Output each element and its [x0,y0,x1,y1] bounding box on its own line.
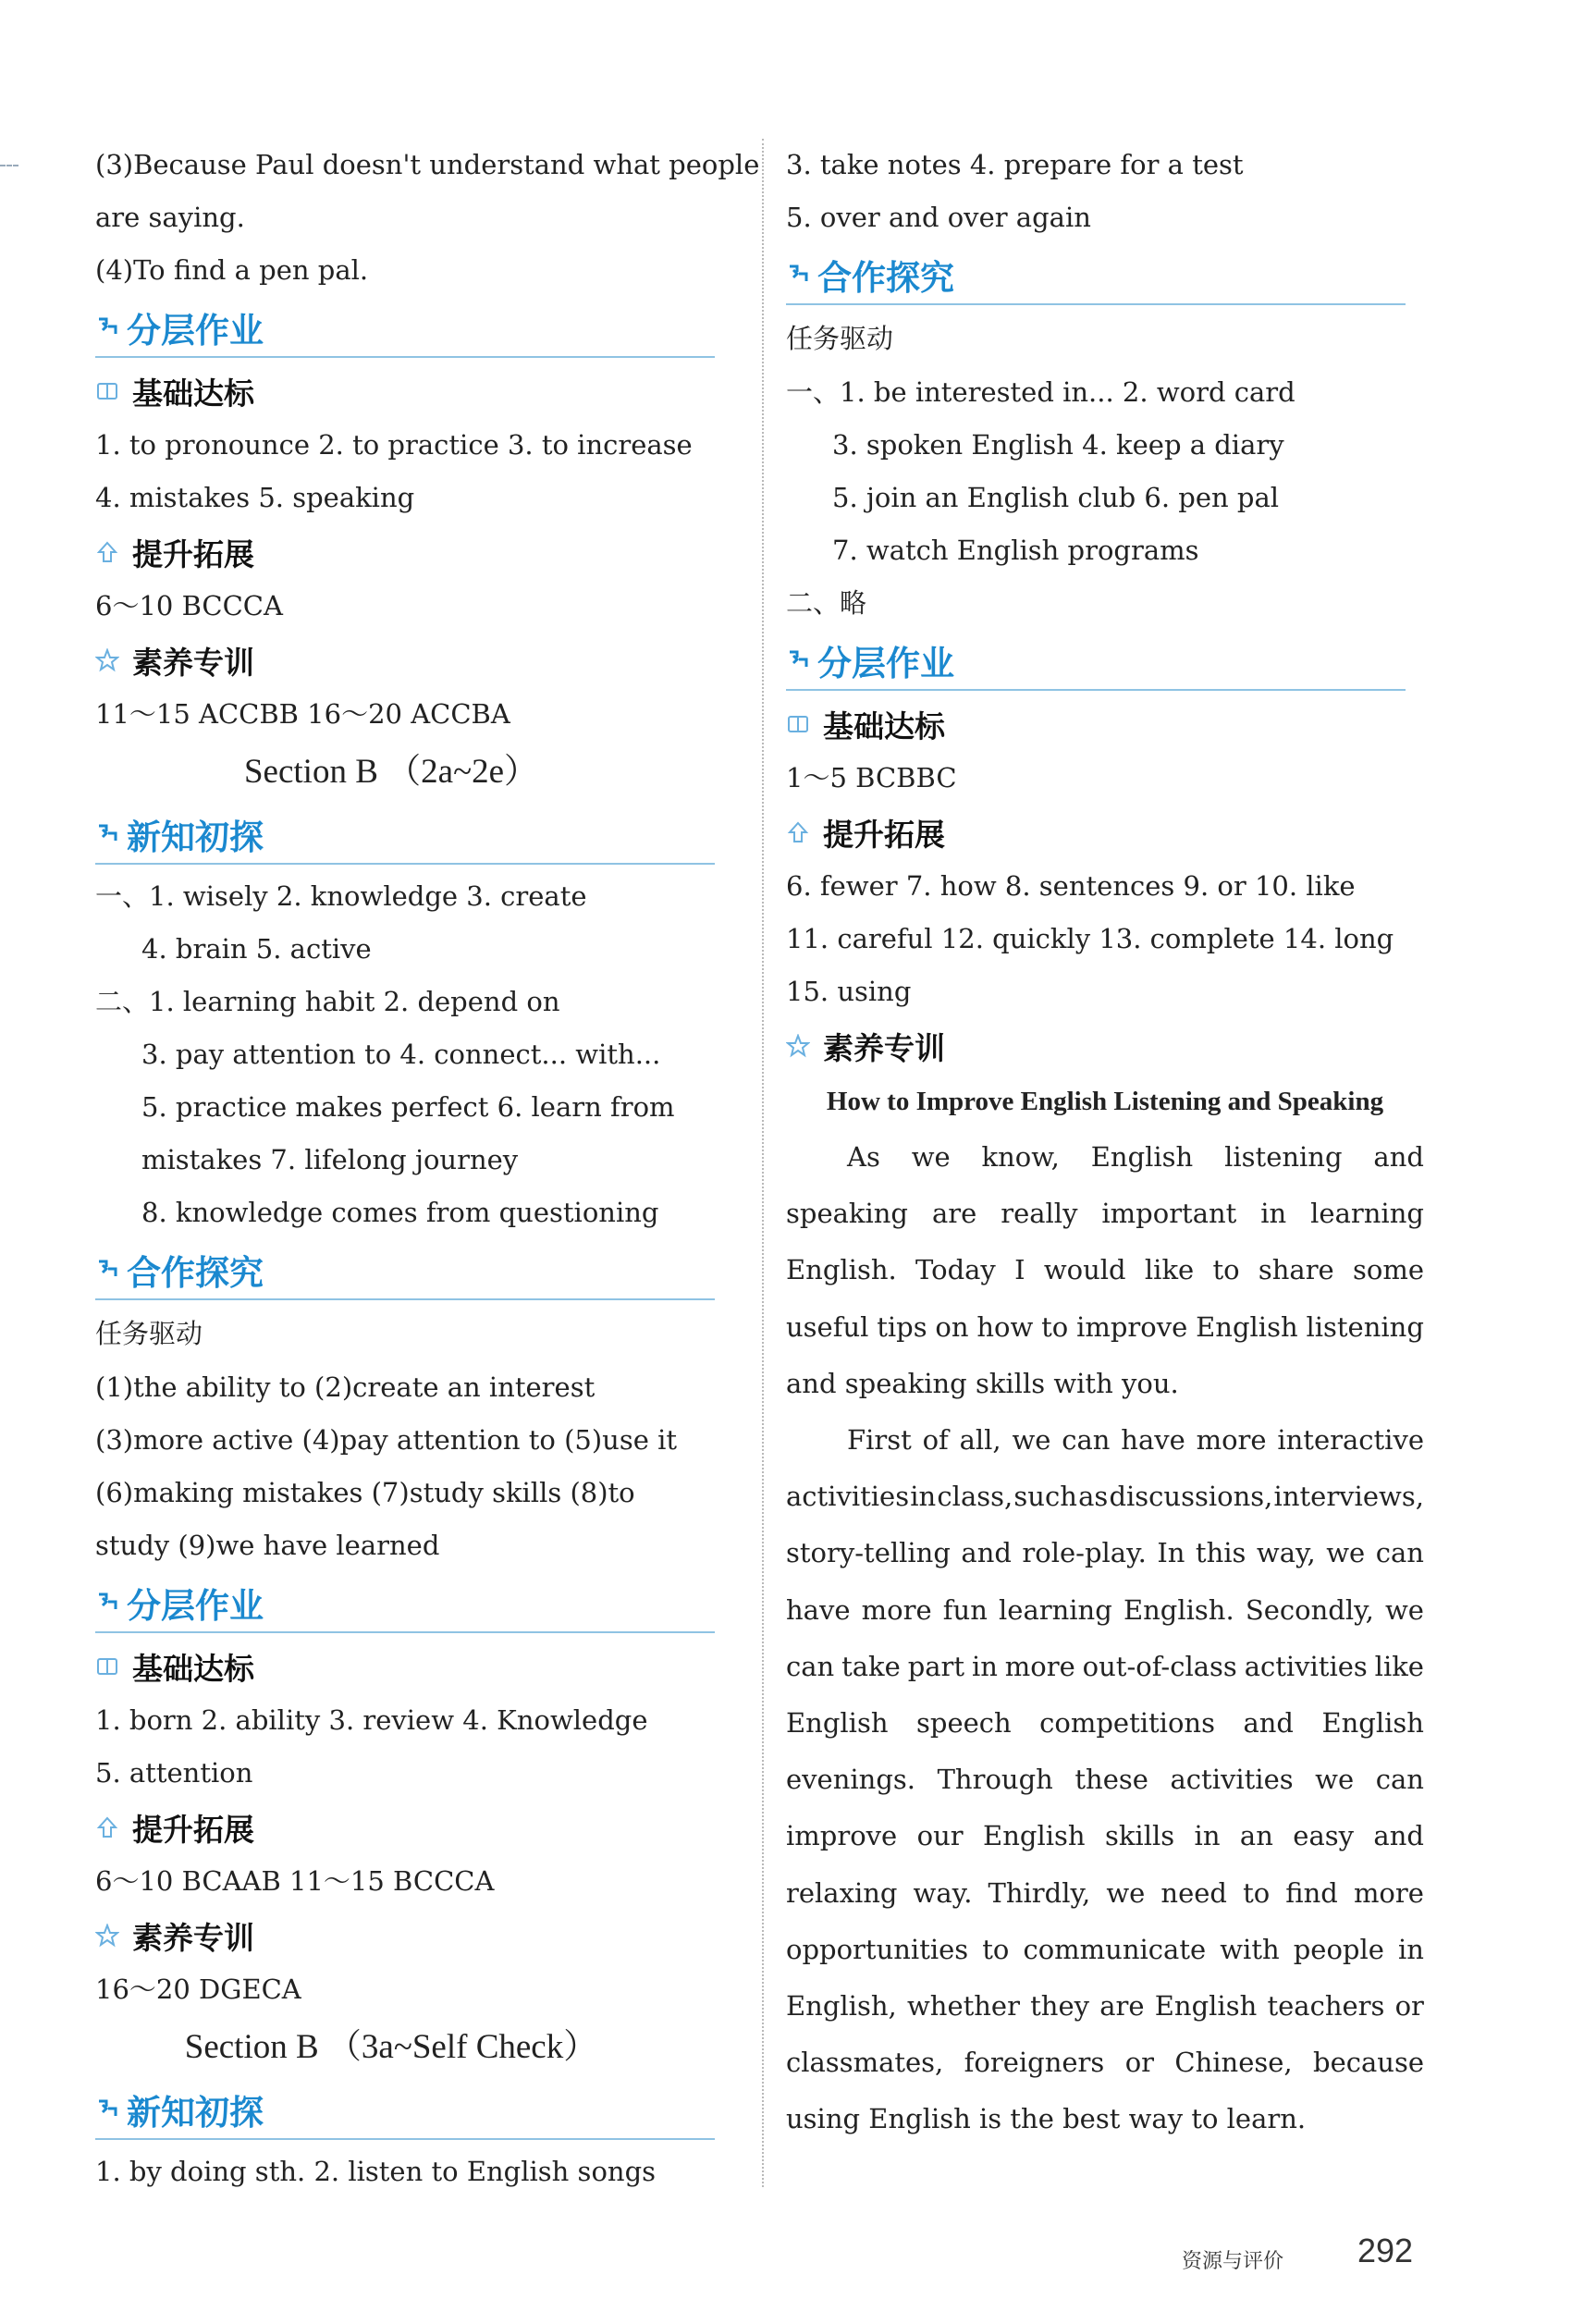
answer-line: (6)making mistakes (7)study skills (8)to [95,1477,635,1508]
up-arrow-icon [95,1815,119,1839]
task-label: 任务驱动 [95,1318,203,1349]
essay-line: can take part in more out-of-class activities like [786,1650,1424,1682]
arrow-tag-icon [95,315,119,339]
answer-line: 4. brain 5. active [141,933,372,965]
essay-line: First of all, we can have more interactive [847,1424,1424,1457]
subhead-basic: 基础达标 [95,363,743,419]
essay-line: useful tips on how to improve English listening [786,1310,1424,1343]
essay-title: How to Improve English Listening and Speaking [826,1087,1384,1116]
answer-line: 6～10 BCCCA [95,590,283,621]
section-header-layered-homework: 分层作业 [95,1574,715,1633]
answer-line: 5. practice makes perfect 6. learn from [141,1091,675,1123]
answer-line: 3. pay attention to 4. connect... with... [141,1039,661,1070]
answer-line: 6. fewer 7. how 8. sentences 9. or 10. like [786,870,1356,902]
page-number: 292 [1357,2232,1414,2269]
answer-line: 6～10 BCAAB 11～15 BCCCA [95,1865,495,1897]
arrow-tag-icon [95,822,119,846]
arrow-tag-icon [786,263,810,287]
answer-line: (1)the ability to (2)create an interest [95,1371,596,1403]
answer-line: study (9)we have learned [95,1530,440,1561]
arrow-tag-icon [786,648,810,672]
book-icon [95,1654,119,1678]
answer-line: 3. spoken English 4. keep a diary [832,429,1284,461]
essay-line: As we know, English listening and [847,1141,1424,1173]
section-header-cooperation: 合作探究 [786,246,1406,305]
section-header-layered-homework: 分层作业 [95,299,715,358]
answer-line: 11. careful 12. quickly 13. complete 14. long [786,923,1394,954]
essay-line: activities in class, such as discussions, interviews, [786,1481,1424,1513]
essay-line: and speaking skills with you. [786,1367,1179,1399]
essay-line: using English is the best way to learn. [786,2103,1307,2135]
answer-line: 3. take notes 4. prepare for a test [786,149,1244,180]
arrow-tag-icon [95,2097,119,2121]
essay-body [786,1129,1433,2148]
answer-line: 5. attention [95,1757,253,1789]
answer-line: 15. using [786,976,912,1007]
essay-line: evenings. Through these activities we can [786,1764,1424,1796]
up-arrow-icon [786,820,810,844]
answer-line: (3)more active (4)pay attention to (5)use it [95,1424,678,1456]
essay-line: opportunities to communicate with people in [786,1933,1424,1965]
subhead-literacy: 素养专训 [95,633,743,688]
answer-line: 11～15 ACCBB 16～20 ACCBA [95,698,510,730]
footer-label: 资源与评价 [1182,2250,1284,2273]
answer-line: 5. over and over again [786,202,1091,233]
book-icon [786,712,810,736]
essay-line: story-telling and role-play. In this way, we can [786,1537,1424,1569]
answer-line: 8. knowledge comes from questioning [141,1197,659,1228]
task-label: 任务驱动 [786,323,894,354]
answer-line: 二、1. learning habit 2. depend on [95,986,560,1017]
column-divider [762,139,764,2187]
section-header-cooperation: 合作探究 [95,1241,715,1300]
answer-line: 1. to pronounce 2. to practice 3. to increase [95,429,693,461]
answer-line: 1～5 BCBBC [786,762,957,793]
essay-line: English, whether they are English teachers or [786,1990,1424,2023]
answer-line: 16～20 DGECA [95,1974,301,2005]
subhead-improve: 提升拓展 [95,1800,743,1855]
answer-line: 7. watch English programs [832,535,1199,566]
answer-line: 5. join an English club 6. pen pal [832,482,1280,513]
essay-line: have more fun learning English. Secondly, we [786,1593,1424,1626]
up-arrow-icon [95,540,119,564]
essay-line: relaxing way. Thirdly, we need to find more [786,1876,1424,1909]
essay-line: classmates, foreigners or Chinese, because [786,2047,1424,2079]
subhead-basic: 基础达标 [786,696,1433,752]
subhead-literacy: 素养专训 [95,1908,743,1963]
section-title: Section B （2a~2e） [243,753,539,791]
answer-line: 二、略 [786,587,867,619]
answer-line: mistakes 7. lifelong journey [141,1144,519,1175]
answer-line: 1. born 2. ability 3. review 4. Knowledge [95,1704,648,1736]
answer-line: (3)Because Paul doesn't understand what people [95,149,760,180]
star-icon [95,1924,119,1948]
star-icon [786,1034,810,1058]
answer-line: are saying. [95,202,245,233]
essay-line: speaking are really important in learning [786,1198,1424,1230]
subhead-basic: 基础达标 [95,1639,743,1694]
subhead-improve: 提升拓展 [786,805,1433,860]
answer-line: (4)To find a pen pal. [95,254,369,286]
section-header-layered-homework: 分层作业 [786,632,1406,691]
answer-line: 4. mistakes 5. speaking [95,482,415,513]
arrow-tag-icon [95,1258,119,1282]
page-edge-mark [0,165,18,168]
subhead-improve: 提升拓展 [95,524,743,580]
section-title: Section B （3a~Self Check） [184,2028,598,2066]
essay-line: English speech competitions and English [786,1707,1424,1740]
subhead-literacy: 素养专训 [786,1018,1433,1074]
essay-line: improve our English skills in an easy and [786,1820,1424,1852]
answer-line: 1. by doing sth. 2. listen to English songs [95,2156,657,2187]
arrow-tag-icon [95,1591,119,1615]
book-icon [95,379,119,403]
answer-line: 一、1. wisely 2. knowledge 3. create [95,880,587,912]
section-header-new-knowledge: 新知初探 [95,2081,715,2140]
left-column [95,139,760,2198]
answer-line: 一、1. be interested in... 2. word card [786,376,1295,408]
star-icon [95,648,119,672]
right-column [786,139,1433,2148]
essay-line: English. Today I would like to share some [786,1254,1424,1286]
section-header-new-knowledge: 新知初探 [95,805,715,865]
